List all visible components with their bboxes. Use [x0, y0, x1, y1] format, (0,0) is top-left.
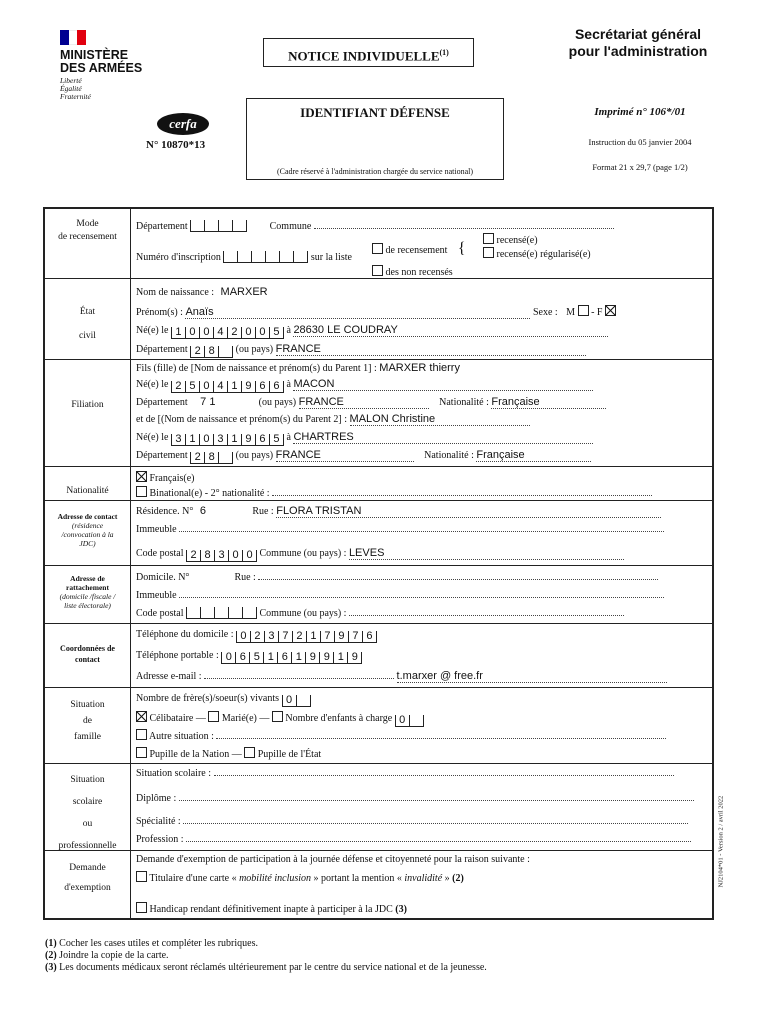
recensement-departement-row: Département Commune	[136, 220, 614, 232]
parent1-field[interactable]: MARXER thierry	[379, 362, 460, 374]
tel-portable-field[interactable]: 0 6 5 1 6 1 9 9 1 9	[221, 652, 362, 664]
section-label-etat-civil: État civil	[79, 307, 96, 341]
parent1-row: Fils (fille) de [Nom de naissance et prénom(s) du Parent 1] : MARXER thierry	[136, 362, 460, 374]
nom-naissance-row: Nom de naissance : MARXER	[136, 286, 268, 298]
exemption-intro: Demande d'exemption de participation à la journée défense et citoyenneté pour la raison suivante :	[136, 854, 530, 865]
pupille-nation-checkbox[interactable]	[136, 747, 147, 758]
contact-cp-row: Code postal 2 8 3 0 0 Commune (ou pays) : LEVES	[136, 547, 624, 562]
recense-option[interactable]: recensé(e)	[483, 233, 538, 246]
section-label-scolaire: Situation scolaire ou professionnelle	[58, 775, 117, 851]
prenoms-field[interactable]: Anaïs	[185, 306, 530, 319]
motto-liberte: Liberté	[60, 76, 82, 85]
profession-row: Profession :	[136, 834, 691, 845]
francais-option[interactable]: Français(e)	[136, 471, 194, 484]
situation-scolaire-row: Situation scolaire :	[136, 768, 674, 779]
rattachement-commune-field[interactable]	[349, 615, 624, 616]
contact-immeuble-row: Immeuble	[136, 524, 664, 535]
cerfa-logo-text: cerfa	[169, 116, 197, 131]
pupille-row: Pupille de la Nation — Pupille de l'État	[136, 747, 321, 760]
ministry-logo	[60, 30, 170, 101]
section-label-recensement: Mode de recensement	[58, 219, 117, 242]
rattachement-immeuble-row: Immeuble	[136, 590, 664, 601]
diplome-row: Diplôme :	[136, 793, 694, 804]
commune-field[interactable]	[314, 228, 614, 229]
parent1-dept-field[interactable]: 7 1	[200, 396, 216, 408]
regularise-option[interactable]: recensé(e) régularisé(e)	[483, 247, 591, 260]
ministry-line1: MINISTÈRE	[60, 48, 129, 62]
brace-icon: {	[457, 240, 466, 257]
recensement-numero-row: Numéro d'inscription sur la liste	[136, 252, 352, 263]
non-recenses-checkbox[interactable]	[372, 265, 383, 276]
footnote-1: (1) Cocher les cases utiles et compléter les rubriques.	[45, 938, 258, 949]
tel-domicile-field[interactable]: 0 2 3 7 2 1 7 9 7 6	[236, 631, 377, 643]
departement-naissance-field[interactable]: 2 8	[190, 346, 233, 358]
secretariat-line2: pour l'administration	[568, 43, 708, 59]
date-naissance-field[interactable]: 1 0 0 4 2 0 0 5	[171, 327, 284, 339]
profession-field[interactable]	[186, 841, 691, 842]
contact-street-field[interactable]: FLORA TRISTAN	[276, 505, 661, 518]
recense-checkbox[interactable]	[483, 233, 494, 244]
exemption-option-carte[interactable]: Titulaire d'une carte « mobilité inclusion » portant la mention « invalidité » (2)	[136, 871, 464, 884]
cerfa-logo	[157, 113, 209, 135]
identifiant-title: IDENTIFIANT DÉFENSE	[300, 105, 450, 120]
exemption-option-handicap[interactable]: Handicap rendant définitivement inapte à participer à la JDC (3)	[136, 902, 407, 915]
specialite-field[interactable]	[183, 823, 688, 824]
handicap-checkbox[interactable]	[136, 902, 147, 913]
freres-count-field[interactable]: 0	[282, 695, 311, 707]
second-nationality-field[interactable]	[272, 495, 652, 496]
footnotes	[45, 938, 487, 974]
parent1-date-field[interactable]: 2 5 0 4 1 9 6 6	[171, 381, 284, 393]
email-field[interactable]: t.marxer @ free.fr	[397, 670, 667, 683]
footnote-3: (3) Les documents médicaux seront réclamés ultérieurement par le centre du service national et de la jeunesse.	[45, 962, 487, 973]
specialite-row: Spécialité :	[136, 816, 688, 827]
section-label-coordonnees: Coordonnées de contact	[60, 644, 115, 664]
pays-naissance-field[interactable]: FRANCE	[276, 343, 586, 356]
format-info: Format 21 x 29,7 (page 1/2)	[592, 162, 688, 172]
parent2-field[interactable]: MALON Christine	[350, 413, 530, 426]
notice-sup: (1)	[439, 48, 449, 57]
celibataire-row: Célibataire — Marié(e) — Nombre d'enfants à charge 0	[136, 711, 424, 727]
numero-inscription-field[interactable]	[223, 251, 308, 263]
rattachement-postal-code-field[interactable]	[186, 607, 257, 619]
cerfa-number: N° 10870*13	[146, 139, 206, 151]
liste-recensement-option[interactable]: de recensement {	[372, 240, 466, 258]
notice-title: NOTICE INDIVIDUELLE	[288, 48, 440, 64]
parent2-dept-row: Département 2 8 (ou pays) FRANCE Nationalité : Française	[136, 449, 591, 464]
section-label-filiation: Filiation	[71, 400, 104, 410]
residence-row: Résidence. N° 6 Rue : FLORA TRISTAN	[136, 505, 661, 518]
autre-situation-field[interactable]	[216, 738, 666, 739]
freres-row: Nombre de frère(s)/soeur(s) vivants 0	[136, 693, 311, 707]
sexe-f-checkbox[interactable]	[605, 305, 616, 316]
parent1-pays-field[interactable]: FRANCE	[299, 396, 429, 409]
enfants-checkbox[interactable]	[272, 711, 283, 722]
nom-naissance-field[interactable]: MARXER	[220, 286, 268, 298]
lieu-naissance-field[interactable]: 28630 LE COUDRAY	[293, 324, 608, 337]
motto-egalite: Égalité	[60, 84, 82, 93]
sexe-m-checkbox[interactable]	[578, 305, 589, 316]
celibataire-checkbox[interactable]	[136, 711, 147, 722]
pupille-etat-checkbox[interactable]	[244, 747, 255, 758]
marie-checkbox[interactable]	[208, 711, 219, 722]
imprime-number: Imprimé n° 106*/01	[594, 106, 686, 118]
french-flag-icon	[60, 30, 86, 45]
situation-scolaire-field[interactable]	[214, 775, 674, 776]
footnote-2: (2) Joindre la copie de la carte.	[45, 950, 169, 961]
identifiant-box	[246, 98, 504, 180]
parent1-dept-row: Département 7 1 (ou pays) FRANCE Nationalité : Française	[136, 396, 606, 409]
parent2-pays-field[interactable]: FRANCE	[276, 449, 414, 462]
secretariat	[548, 26, 728, 60]
parent2-date-field[interactable]: 3 1 0 3 1 9 6 5	[171, 434, 284, 446]
identifiant-note: (Cadre réservé à l'administration chargée du service national)	[276, 167, 474, 176]
parent1-nationality-field[interactable]: Française	[491, 396, 606, 409]
regularise-checkbox[interactable]	[483, 247, 494, 258]
carte-mobilite-checkbox[interactable]	[136, 871, 147, 882]
contact-postal-code-field[interactable]: 2 8 3 0 0	[186, 550, 257, 562]
ministry-line2: DES ARMÉES	[60, 61, 143, 75]
rattachement-cp-row: Code postal Commune (ou pays) :	[136, 607, 624, 619]
label-column-divider	[130, 207, 131, 918]
section-label-exemption: Demande d'exemption	[64, 863, 111, 893]
secretariat-line1: Secrétariat général	[574, 26, 702, 42]
parent2-row: et de [(Nom de naissance et prénom(s) du Parent 2] : MALON Christine	[136, 413, 530, 426]
tel-domicile-row: Téléphone du domicile : 0 2 3 7 2 1 7 9 7 6	[136, 629, 377, 643]
departement-field[interactable]	[190, 220, 247, 232]
residence-number-field[interactable]: 6	[199, 505, 206, 517]
section-label-nationalite: Nationalité	[66, 486, 109, 496]
parent2-date-row: Né(e) le 3 1 0 3 1 9 6 5 à CHARTRES	[136, 431, 593, 446]
contact-immeuble-field[interactable]	[179, 531, 664, 532]
section-label-adresse-contact: Adresse de contact (résidence /convocation à la JDC)	[57, 512, 118, 548]
instruction-date: Instruction du 05 janvier 2004	[588, 137, 692, 147]
domicile-row: Domicile. N° Rue :	[136, 572, 658, 583]
parent1-place-field[interactable]: MACON	[293, 378, 593, 391]
date-naissance-row: Né(e) le 1 0 0 4 2 0 0 5 à 28630 LE COUDRAY	[136, 324, 608, 339]
notice-title-box	[263, 38, 474, 67]
diplome-field[interactable]	[179, 800, 694, 801]
section-label-adresse-rattachement: Adresse de rattachement (domicile /fiscale / liste électorale)	[59, 574, 116, 610]
autre-situation-row: Autre situation :	[136, 729, 666, 742]
departement-naissance-row: Département 2 8 (ou pays) FRANCE	[136, 343, 586, 358]
contact-commune-field[interactable]: LEVES	[349, 547, 624, 560]
parent2-nationality-field[interactable]: Française	[476, 449, 591, 462]
side-reference: NJ2104*01 - Version 2 / avril 2022	[717, 795, 725, 888]
non-recenses-option[interactable]: des non recensés	[372, 265, 453, 278]
binational-checkbox[interactable]	[136, 486, 147, 497]
enfants-count-field[interactable]: 0	[395, 715, 424, 727]
parent1-date-row: Né(e) le 2 5 0 4 1 9 6 6 à MACON	[136, 378, 593, 393]
parent2-dept-field[interactable]: 2 8	[190, 452, 233, 464]
section-label-famille: Situation de famille	[70, 700, 105, 742]
motto-fraternite: Fraternité	[60, 92, 91, 101]
liste-recensement-checkbox[interactable]	[372, 243, 383, 254]
parent2-place-field[interactable]: CHARTRES	[293, 431, 593, 444]
binational-option[interactable]: Binational(e) - 2° nationalité :	[136, 486, 652, 499]
prenoms-row: Prénom(s) : Anaïs Sexe : M - F	[136, 305, 616, 319]
francais-checkbox[interactable]	[136, 471, 147, 482]
tel-portable-row: Téléphone portable : 0 6 5 1 6 1 9 9 1 9	[136, 650, 362, 664]
domicile-street-field[interactable]	[258, 579, 658, 580]
email-row: Adresse e-mail : t.marxer @ free.fr	[136, 670, 667, 683]
rattachement-immeuble-field[interactable]	[179, 597, 664, 598]
autre-situation-checkbox[interactable]	[136, 729, 147, 740]
